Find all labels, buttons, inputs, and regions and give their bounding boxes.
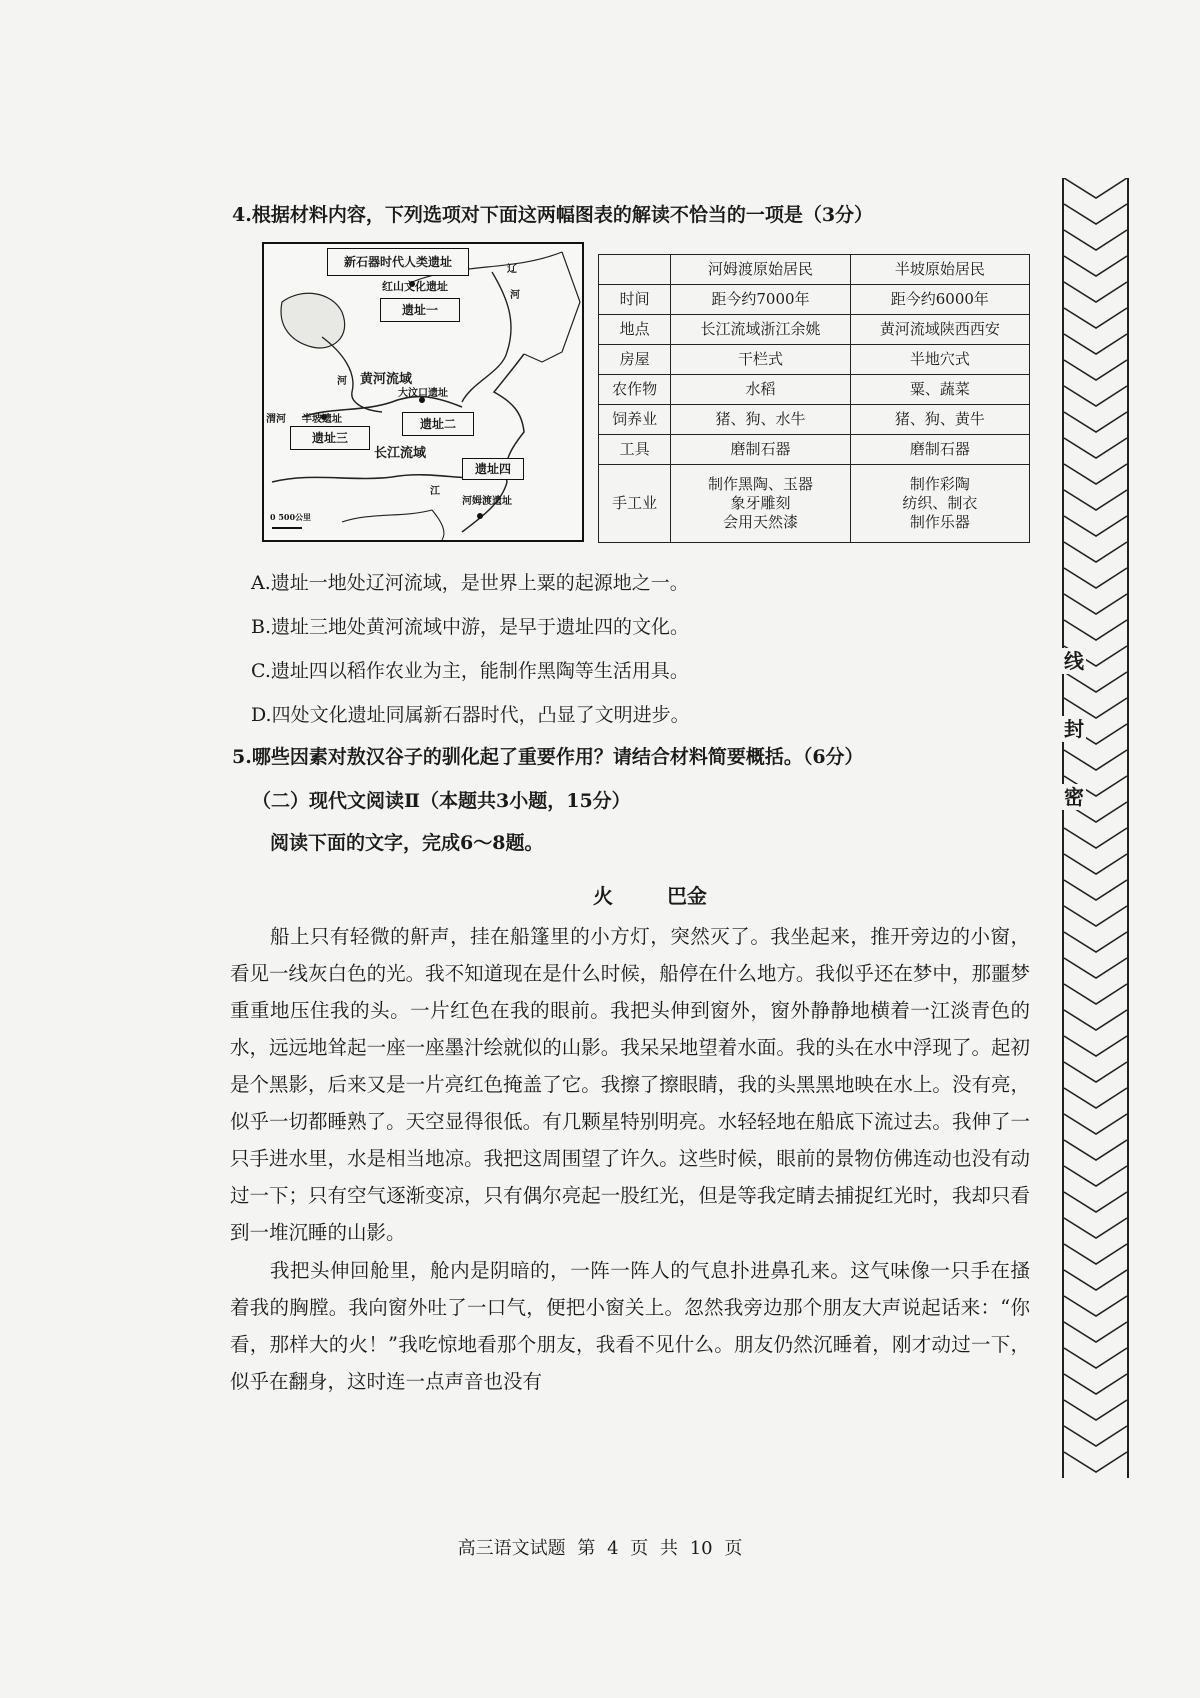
footer-gong: 共 — [660, 1538, 678, 1559]
footer-subject: 高三语文试题 — [457, 1538, 566, 1559]
map-site-4: 遗址四 — [462, 458, 524, 480]
row-value-hemudu: 水稻 — [671, 375, 850, 405]
footer-total-pages: 10 — [689, 1538, 713, 1559]
map-label-dawenkou: 大汶口遗址 — [398, 388, 448, 399]
binding-margin — [1062, 178, 1130, 1478]
binding-hatch — [1062, 178, 1130, 1478]
footer-ye: 页 — [630, 1538, 649, 1559]
neolithic-sites-map — [262, 242, 584, 542]
map-label-hongshan: 红山文化遗址 — [382, 280, 448, 293]
row-label: 时间 — [599, 285, 671, 315]
row-label: 地点 — [599, 315, 671, 345]
map-label-jiang: 江 — [430, 486, 440, 497]
footer-di: 第 — [577, 1538, 596, 1559]
table-row — [599, 345, 1030, 375]
table-row — [599, 375, 1030, 405]
map-label-he: 河 — [337, 376, 347, 387]
row-value-banpo: 半地穴式 — [850, 345, 1029, 375]
table-row — [599, 405, 1030, 435]
row-label: 工具 — [599, 435, 671, 465]
row-value-banpo: 距今约6000年 — [850, 285, 1029, 315]
row-value-banpo — [850, 465, 1029, 543]
craft-item: 纺织、制衣 — [902, 494, 978, 512]
option-d: D.四处文化遗址同属新石器时代，凸显了文明进步。 — [251, 704, 690, 726]
craft-item: 制作乐器 — [909, 513, 970, 531]
row-value-banpo: 磨制石器 — [850, 435, 1029, 465]
question-5: 5.哪些因素对敖汉谷子的驯化起了重要作用？请结合材料简要概括。（6分） — [232, 746, 864, 768]
binding-word-mi: 密 — [1064, 785, 1084, 809]
section-heading: （二）现代文阅读Ⅱ（本题共3小题，15分） — [252, 790, 631, 812]
map-label-weihe: 渭河 — [266, 414, 286, 425]
map-site-2: 遗址二 — [402, 412, 474, 436]
binding-word-xian: 线 — [1064, 649, 1084, 673]
passage-title — [593, 880, 707, 909]
row-value-hemudu: 猪、狗、水牛 — [671, 405, 850, 435]
table-row — [599, 285, 1030, 315]
row-value-hemudu: 磨制石器 — [671, 435, 850, 465]
question-4-title: 4.根据材料内容，下列选项对下面这两幅图表的解读不恰当的一项是（3分） — [232, 204, 874, 226]
table-header-cell — [599, 255, 671, 285]
row-value-hemudu: 干栏式 — [671, 345, 850, 375]
map-label-hemudu: 河姆渡遗址 — [462, 496, 512, 507]
map-label-banpo: 半坡遗址 — [302, 414, 342, 425]
map-legend-box: 新石器时代人类遗址 — [327, 248, 469, 276]
option-c: C.遗址四以稻作农业为主，能制作黑陶等生活用具。 — [251, 660, 689, 682]
craft-item: 象牙雕刻 — [730, 494, 791, 512]
row-value-banpo: 猪、狗、黄牛 — [850, 405, 1029, 435]
passage-paragraph-2: 我把头伸回舱里，舱内是阴暗的，一阵一阵人的气息扑进鼻孔来。这气味像一只手在搔着我的胸膛。我向窗外吐了一口气，便把小窗关上。忽然我旁边那个朋友大声说起话来：“你看，那样大的火！”我吃惊地看那个朋友，我看不见什么。朋友仍然沉睡着，刚才动过一下，似乎在翻身，这时连一点声音也没有 — [230, 1259, 1030, 1393]
row-label: 手工业 — [599, 465, 671, 543]
map-site-1: 遗址一 — [380, 298, 460, 322]
passage-title-text: 火 — [593, 884, 613, 908]
option-a: A.遗址一地处辽河流域，是世界上粟的起源地之一。 — [251, 572, 689, 594]
row-value-hemudu: 长江流域浙江余姚 — [671, 315, 850, 345]
map-label-river-he: 河 — [510, 290, 520, 301]
footer-page-number: 4 — [607, 1538, 619, 1559]
table-row — [599, 315, 1030, 345]
passage-author: 巴金 — [666, 884, 707, 908]
row-label: 农作物 — [599, 375, 671, 405]
row-label: 饲养业 — [599, 405, 671, 435]
map-label-yangtze: 长江流域 — [374, 446, 427, 461]
craft-item: 制作黑陶、玉器 — [707, 475, 813, 493]
map-label-yellow-river: 黄河流域 — [360, 372, 413, 387]
map-scale-bar: 0 500公里 — [270, 512, 312, 522]
table-row-craft — [599, 465, 1030, 543]
row-label: 房屋 — [599, 345, 671, 375]
craft-item: 会用天然漆 — [722, 513, 798, 531]
table-header-banpo: 半坡原始居民 — [850, 255, 1029, 285]
table-header-hemudu: 河姆渡原始居民 — [671, 255, 850, 285]
table-header-row — [599, 255, 1030, 285]
passage-paragraph-1: 船上只有轻微的鼾声，挂在船篷里的小方灯，突然灭了。我坐起来，推开旁边的小窗，看见一线灰白色的光。我不知道现在是什么时候，船停在什么地方。我似乎还在梦中，那噩梦重重地压住我的头。一片红色在我的眼前。我把头伸到窗外，窗外静静地横着一江淡青色的水，远远地耸起一座一座墨汁绘就似的山影。我呆呆地望着水面。我的头在水中浮现了。起初是个黑影，后来又是一片亮红色掩盖了它。我擦了擦眼睛，我的头黑黑地映在水上。没有亮，似乎一切都睡熟了。天空显得很低。有几颗星特别明亮。水轻轻地在船底下流过去。我伸了一只手进水里，水是相当地凉。我把这周围望了许久。这些时候，眼前的景物仿佛连动也没有动过一下；只有空气逐渐变凉，只有偶尔亮起一股红光，但是等我定睛去捕捉红光时，我却只看到一堆沉睡的山影。 — [230, 925, 1030, 1244]
map-label-liao: 辽 — [507, 264, 517, 275]
row-value-banpo: 黄河流域陕西西安 — [850, 315, 1029, 345]
craft-item: 制作彩陶 — [909, 475, 970, 493]
reading-instruction: 阅读下面的文字，完成6～8题。 — [270, 832, 544, 854]
page-footer — [0, 1534, 1200, 1560]
option-b: B.遗址三地处黄河流域中游，是早于遗址四的文化。 — [251, 616, 690, 638]
map-site-3: 遗址三 — [290, 426, 370, 450]
footer-ye2: 页 — [724, 1538, 743, 1559]
row-value-hemudu: 距今约7000年 — [671, 285, 850, 315]
comparison-table — [598, 254, 1030, 543]
row-value-hemudu — [671, 465, 850, 543]
binding-word-feng: 封 — [1064, 717, 1084, 741]
row-value-banpo: 粟、蔬菜 — [850, 375, 1029, 405]
table-row — [599, 435, 1030, 465]
